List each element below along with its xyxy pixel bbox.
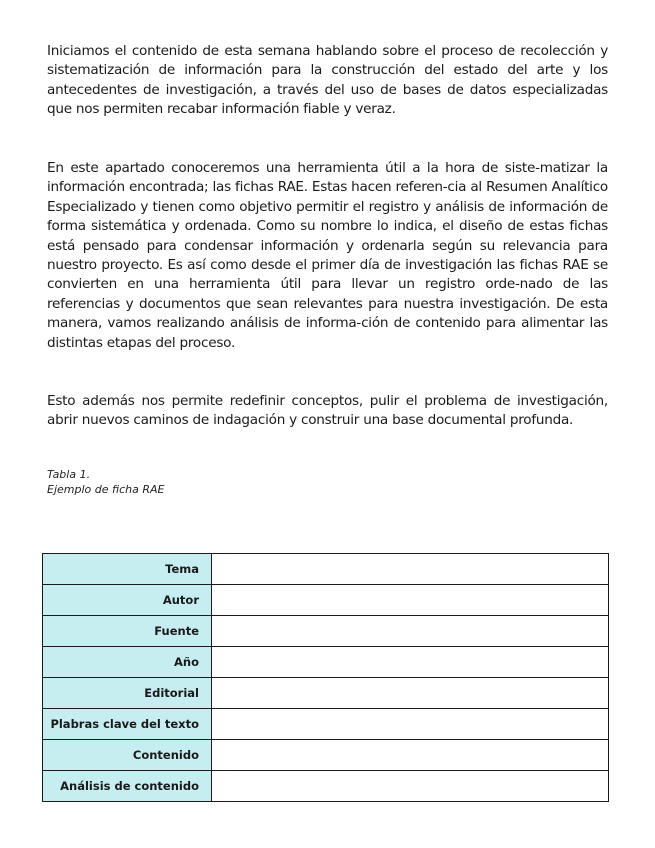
- table-row: [43, 678, 609, 709]
- row-value-tema: [212, 554, 609, 585]
- row-value-fuente: [212, 616, 609, 647]
- row-label-ano: Año: [43, 647, 212, 678]
- table-row: [43, 709, 609, 740]
- row-label-analisis: Análisis de contenido: [43, 771, 212, 802]
- closing-paragraph: Esto además nos permite redefinir conceptos, pulir el problema de investigación, abrir nuevos caminos de indagación y construir una base documental profunda.: [47, 393, 608, 429]
- table-row: [43, 554, 609, 585]
- rae-table: [42, 553, 609, 802]
- row-label-tema: Tema: [43, 554, 212, 585]
- intro-paragraph: Iniciamos el contenido de esta semana hablando sobre el proceso de recolección y sistematización de información para la construcción del estado del arte y los antecedentes de investigación, a través del uso de bases de datos especializadas que nos permiten recabar información fiable y veraz.: [47, 43, 608, 118]
- row-value-editorial: [212, 678, 609, 709]
- table-caption-label: Tabla 1.: [47, 468, 91, 481]
- table-row: [43, 771, 609, 802]
- row-label-autor: Autor: [43, 585, 212, 616]
- table-caption-title: Ejemplo de ficha RAE: [47, 483, 165, 496]
- row-label-contenido: Contenido: [43, 740, 212, 771]
- row-value-palabras-clave: [212, 709, 609, 740]
- table-row: [43, 585, 609, 616]
- row-label-editorial: Editorial: [43, 678, 212, 709]
- row-value-analisis: [212, 771, 609, 802]
- row-label-fuente: Fuente: [43, 616, 212, 647]
- table-row: [43, 616, 609, 647]
- table-row: [43, 647, 609, 678]
- rae-description-paragraph: En este apartado conoceremos una herramienta útil a la hora de siste-matizar la información encontrada; las fichas RAE. Estas hacen referen-cia al Resumen Analítico Especializado y tienen como objetivo permitir el registro y análisis de información de forma sistemática y ordenada. Como su nombre lo indica, el diseño de estas fichas está pensado para condensar información y ordenarla según su relevancia para nuestro proyecto. Es así como desde el primer día de investigación las fichas RAE se convierten en una herramienta útil para llevar un registro orde-nado de las referencias y documentos que sean relevantes para nuestra investigación. De esta manera, vamos realizando análisis de informa-ción de contenido para alimentar las distintas etapas del proceso.: [47, 160, 608, 351]
- table-row: [43, 740, 609, 771]
- row-value-ano: [212, 647, 609, 678]
- row-value-contenido: [212, 740, 609, 771]
- row-value-autor: [212, 585, 609, 616]
- row-label-palabras-clave: Plabras clave del texto: [43, 709, 212, 740]
